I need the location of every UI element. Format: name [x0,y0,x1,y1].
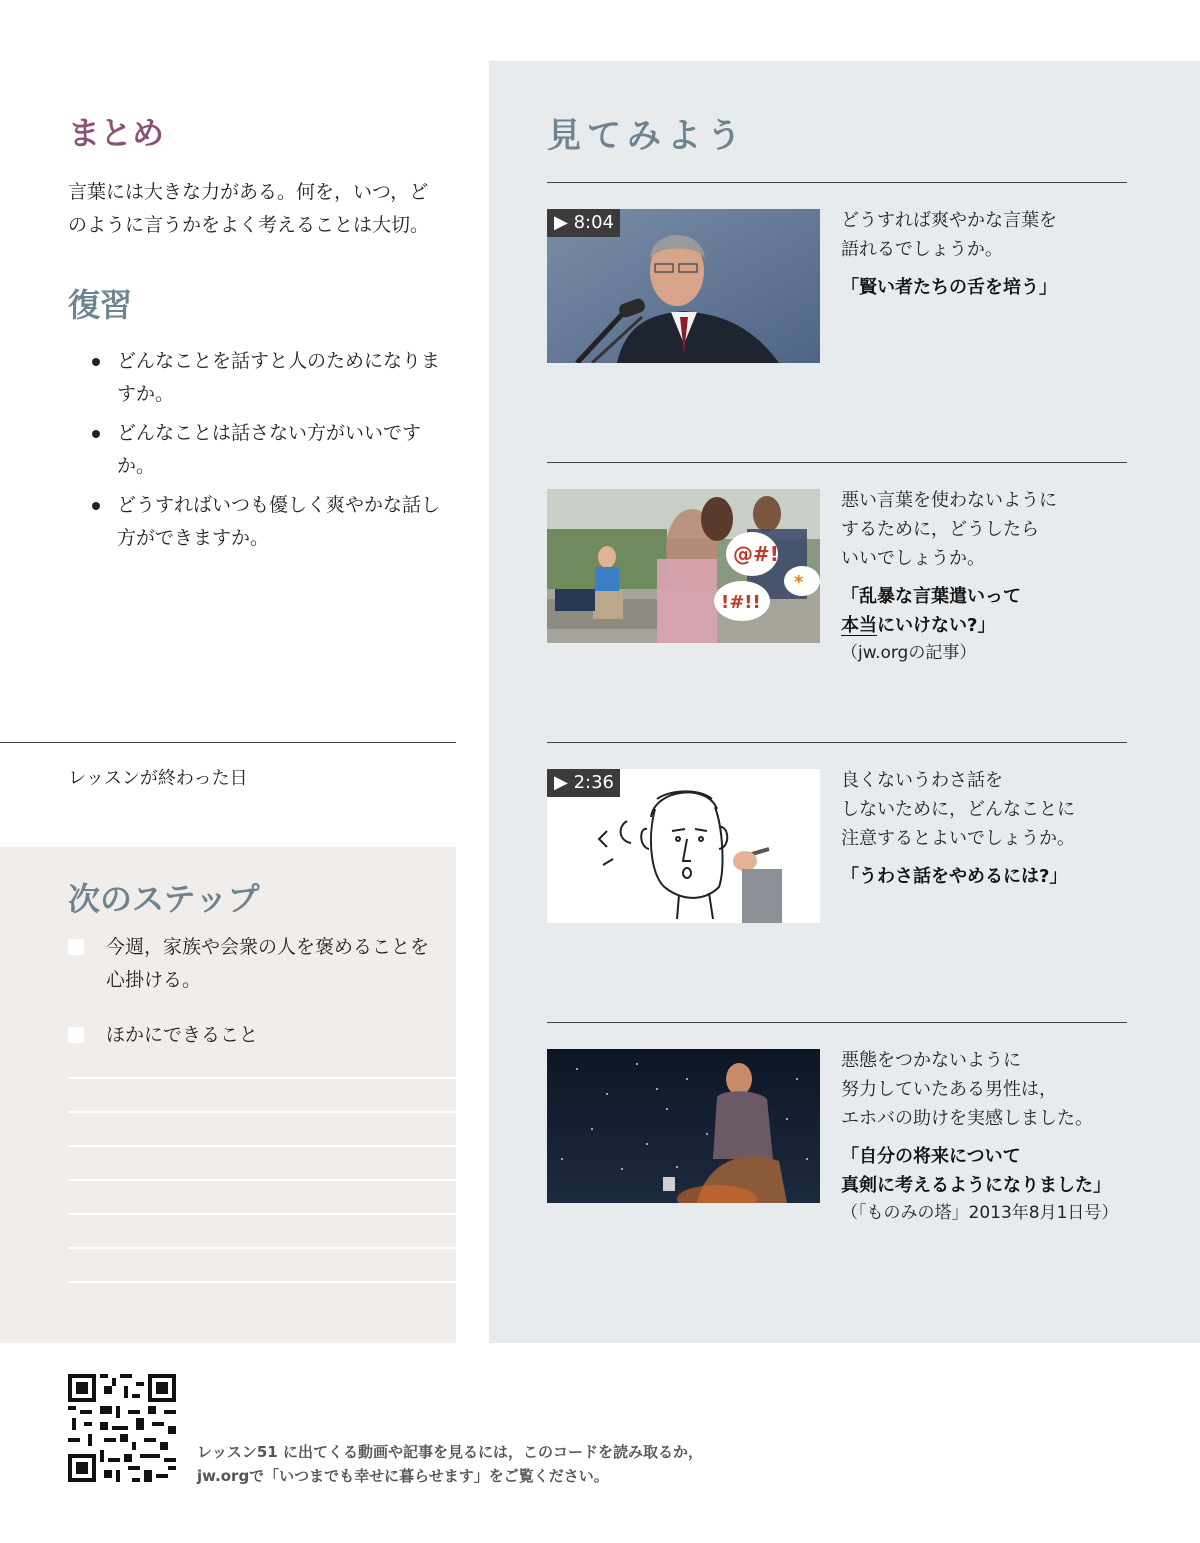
teens-speech-bubbles-icon [547,489,820,643]
video-duration: ▶ 2:36 [547,769,620,797]
article-info [841,1046,1131,1227]
article-title-text: にいけない?」 [877,615,996,636]
next-steps-panel [0,847,456,1343]
video-description: どうすれば爽やかな言葉を [841,210,1057,231]
divider [0,742,456,743]
video-info [841,766,1131,891]
article-title[interactable] [841,582,1131,640]
footer-line: jw.orgで「いつまでも幸せに暮らせます」をご覧ください。 [197,1467,609,1485]
writing-line[interactable] [68,1179,456,1181]
svg-text:@#!: @#! [733,542,779,566]
svg-text:!#!!: !#!! [721,592,761,613]
review-item [90,489,440,555]
article-description: いいでしょうか。 [841,548,985,569]
checkbox[interactable] [68,939,84,955]
article-description: 悪い言葉を使わないように [841,490,1057,511]
underlined-text: 本当 [841,615,877,636]
summary-text: 言葉には大きな力がある。何を，いつ，どのように言うかをよく考えることは大切。 [68,181,430,236]
writing-line[interactable] [68,1281,456,1283]
video-description: しないために，どんなことに [841,799,1075,820]
article-thumbnail[interactable] [547,489,820,643]
writing-line[interactable] [68,1247,456,1249]
qr-code-icon[interactable] [68,1374,176,1482]
article-thumbnail[interactable] [547,1049,820,1203]
video-title[interactable]: 「うわさ話をやめるには?」 [841,866,1068,887]
review-heading: 復習 [68,286,133,324]
checkbox[interactable] [68,1027,84,1043]
lesson-completed-date-field[interactable]: レッスンが終わった日 [68,768,248,789]
review-item-text: どんなことを話すと人のためになりますか。 [117,350,441,405]
video-description: 良くないうわさ話を [841,770,1003,791]
article-title-line: 真剣に考えるようになりました」 [841,1175,1111,1196]
video-description: 語れるでしょうか。 [841,239,1003,260]
review-item [90,345,440,411]
article-source: （jw.orgの記事） [841,643,977,663]
divider [547,1022,1127,1023]
article-info [841,486,1131,667]
svg-text:*: * [794,572,804,593]
article-description: するために，どうしたら [841,519,1039,540]
video-description: 注意するとよいでしょうか。 [841,828,1075,849]
article-description: エホバの助けを実感しました。 [841,1108,1093,1129]
article-description: 努力していたある男性は， [841,1079,1057,1100]
article-source: （「ものみの塔」2013年8月1日号） [841,1203,1119,1223]
divider [547,742,1127,743]
writing-line[interactable] [68,1213,456,1215]
footer-line: レッスン51 に出てくる動画や記事を見るには，このコードを読み取るか， [197,1443,703,1461]
bullet-icon [92,430,100,438]
review-item-text: どんなことは話さない方がいいですか。 [117,422,422,477]
next-step-text: ほかにできること [106,1024,259,1046]
video-thumbnail[interactable] [547,209,820,363]
article-title[interactable] [841,1142,1131,1200]
summary-heading: まとめ [68,114,165,152]
article-title-line: 「乱暴な言葉遣いって [841,586,1021,607]
video-info [841,206,1131,302]
writing-line[interactable] [68,1111,456,1113]
writing-line[interactable] [68,1077,456,1079]
video-title[interactable]: 「賢い者たちの舌を培う」 [841,277,1057,298]
footer-note [197,1440,703,1488]
video-thumbnail[interactable] [547,769,820,923]
next-step-text: 今週，家族や会衆の人を褒めることを心掛ける。 [106,936,430,991]
review-item [90,417,440,483]
starry-sky-man-icon [547,1049,820,1203]
article-title-line [841,611,1131,640]
article-description: 悪態をつかないように [841,1050,1021,1071]
article-title-line: 「自分の将来について [841,1146,1021,1167]
bullet-icon [92,502,100,510]
divider [547,462,1127,463]
watch-heading: 見てみよう [547,116,747,156]
video-duration: ▶ 8:04 [547,209,620,237]
next-steps-heading: 次のステップ [68,880,260,918]
review-list [90,345,440,561]
divider [547,182,1127,183]
writing-line[interactable] [68,1145,456,1147]
review-item-text: どうすればいつも優しく爽やかな話し方ができますか。 [117,494,441,549]
bullet-icon [92,358,100,366]
